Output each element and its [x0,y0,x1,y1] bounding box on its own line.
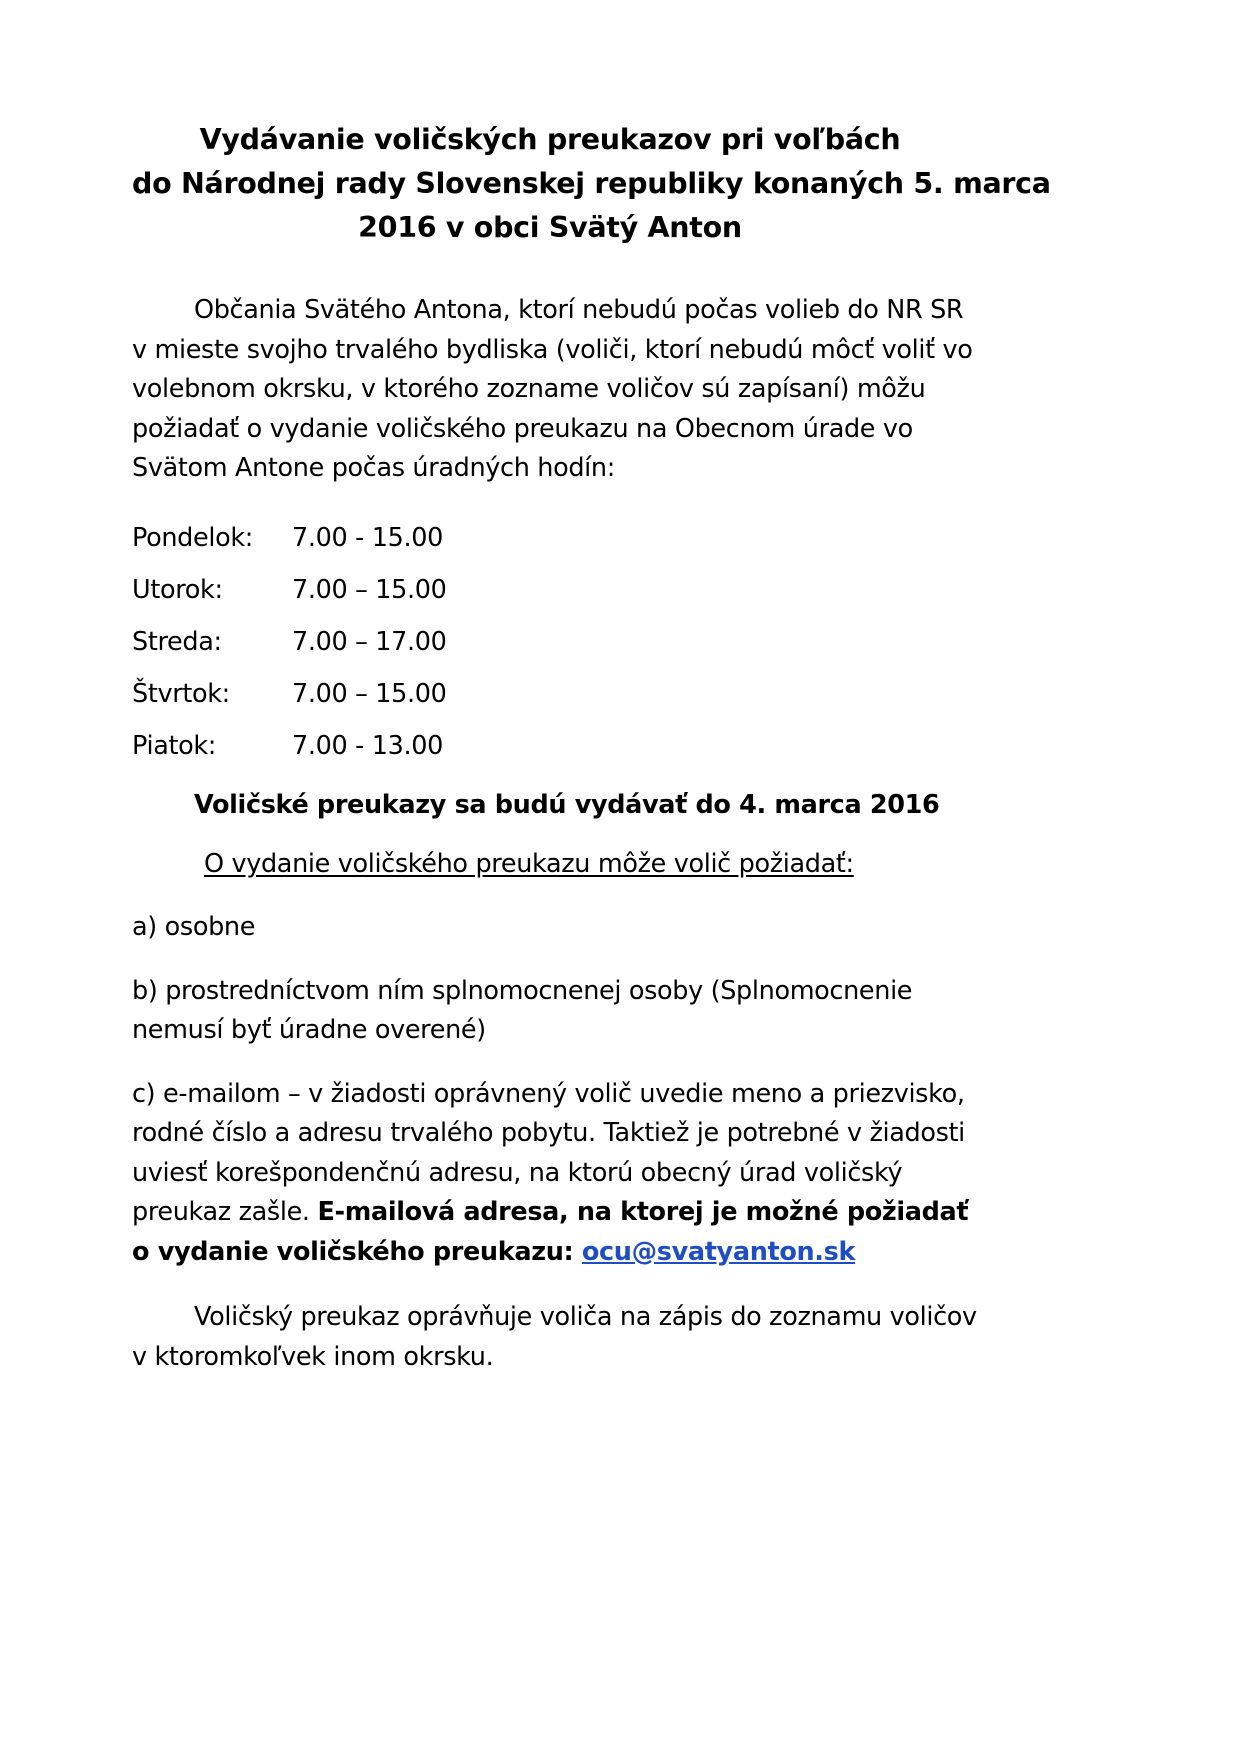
office-hours-row [132,571,982,611]
closing-paragraph-text: Voličský preukaz oprávňuje voliča na zápis do zoznamu voličov v ktoromkoľvek inom okrsku. [132,1302,977,1372]
office-hours-day: Štvrtok: [132,678,230,709]
office-hours-day: Piatok: [132,730,217,761]
option-a: a) osobne [132,912,256,942]
office-hours-time: 7.00 – 15.00 [292,678,447,709]
email-address-link[interactable]: ocu@svatyanton.sk [581,1236,856,1267]
option-c-text: c) e-mailom – v žiadosti oprávnený volič uvedie meno a priezvisko, rodné číslo a adresu trvalého pobytu. Taktiež je potrebné v žiadosti uviesť korešpondenčnú adresu, na ktorú obecný úrad voličský preukaz zašle. [132,1078,965,1227]
title-line-3: 2016 v obci Svätý Anton [358,211,742,244]
office-hours-day: Streda: [132,626,222,657]
office-hours-time: 7.00 – 17.00 [292,626,447,657]
page-title [132,118,1051,250]
office-hours-time: 7.00 – 15.00 [292,574,447,605]
request-heading-text: O vydanie voličského preukazu môže volič požiadať: [204,848,854,879]
intro-paragraph-text: Občania Svätého Antona, ktorí nebudú počas volieb do NR SR v mieste svojho trvalého bydliska (voliči, ktorí nebudú môcť voliť vo volebnom okrsku, v ktorého zozname voličov sú zapísaní) môžu požiadať o vydanie voličského preukazu na Obecnom úrade vo Svätom Antone počas úradných hodín: [132,295,973,483]
office-hours-day: Pondelok: [132,522,254,553]
office-hours-row [132,727,982,767]
deadline-notice: Voličské preukazy sa budú vydávať do 4. marca 2016 [194,790,940,820]
office-hours-row [132,675,982,715]
office-hours-row [132,623,982,663]
request-heading [132,845,982,885]
option-c [132,1075,978,1273]
title-line-1: Vydávanie voličských preukazov pri voľbách [199,123,901,156]
office-hours-day: Utorok: [132,574,223,605]
office-hours-list [132,519,982,767]
closing-paragraph [132,1298,978,1377]
office-hours-time: 7.00 - 13.00 [292,730,443,761]
option-c-emphasis: E-mailová adresa, na ktorej je možné požiadať o vydanie voličského preukazu: [132,1197,969,1267]
option-b: b) prostredníctvom ním splnomocnenej osoby (Splnomocnenie nemusí byť úradne overené) [132,975,913,1045]
intro-paragraph [132,291,978,489]
office-hours-time: 7.00 - 15.00 [292,522,443,553]
office-hours-row [132,519,982,559]
title-line-2: do Národnej rady Slovenskej republiky konaných 5. marca [132,167,1051,200]
document-content [132,118,1051,1377]
